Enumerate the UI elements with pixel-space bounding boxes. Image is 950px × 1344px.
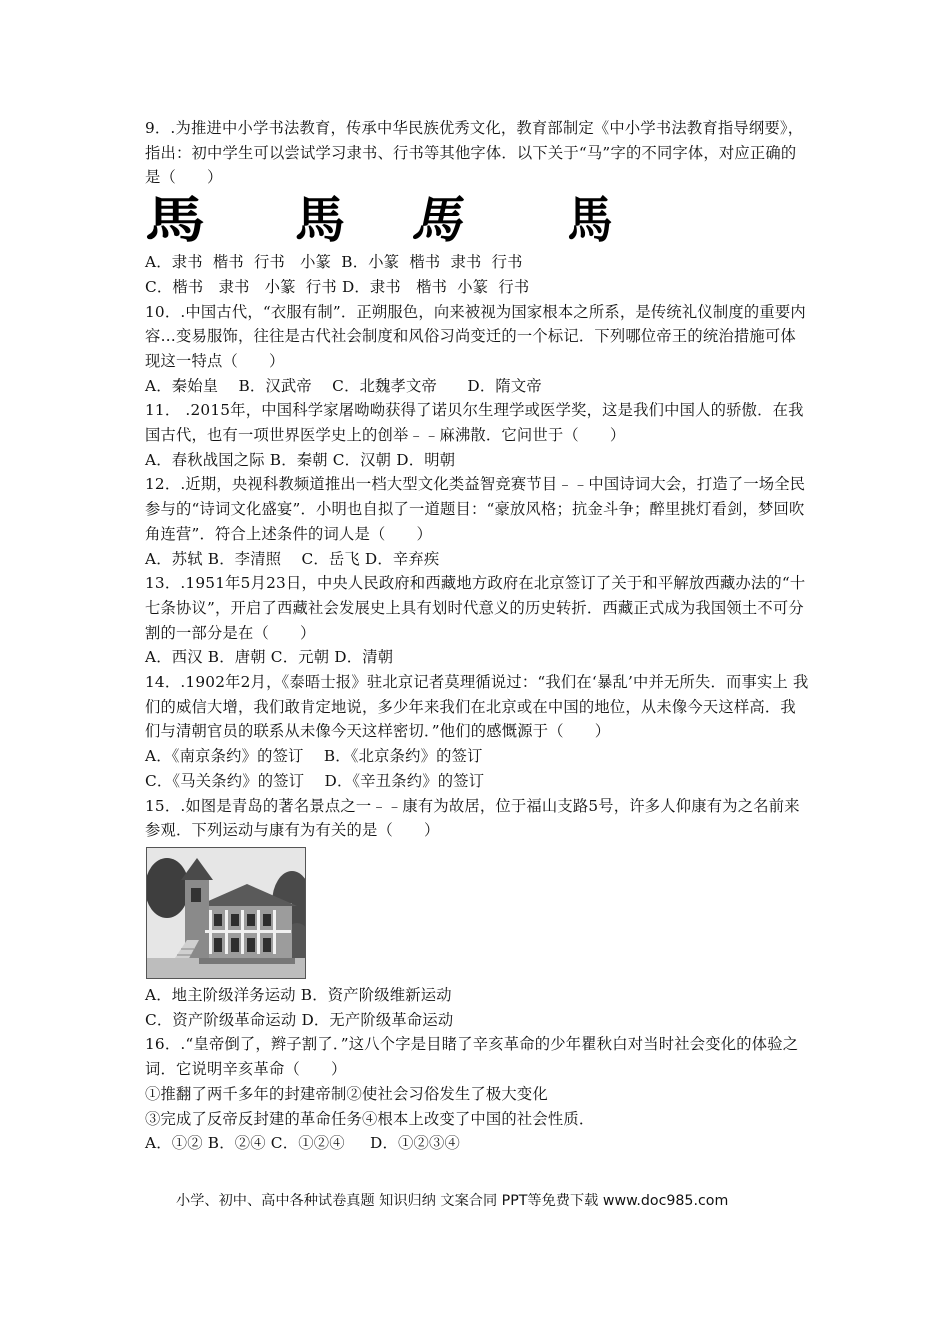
question-11-stem: 11． .2015年，中国科学家屠呦呦获得了诺贝尔生理学或医学奖，这是我们中国人的骄傲．在我国古代，也有一项世界医学史上的创举﹣﹣麻沸散．它问世于（ ） xyxy=(145,401,804,445)
ma-glyph-3: 馬 xyxy=(408,190,472,250)
ma-glyph-4: 馬 xyxy=(567,191,613,250)
question-16-statements-12: ①推翻了两千多年的封建帝制②使社会习俗发生了极大变化 xyxy=(145,1084,548,1103)
question-9-options-ab: A．隶书 楷书 行书 小篆 B．小篆 楷书 隶书 行书 xyxy=(145,253,523,272)
question-11-options: A．春秋战国之际 B．秦朝 C．汉朝 D．明朝 xyxy=(145,450,456,469)
question-12-options: A．苏轼 B．李清照 C．岳飞 D．辛弃疾 xyxy=(145,549,440,568)
question-13-options: A．西汉 B．唐朝 C．元朝 D．清朝 xyxy=(145,648,394,667)
ma-glyph-2: 馬 xyxy=(295,190,346,250)
question-10-options: A．秦始皇 B．汉武帝 C．北魏孝文帝 D．隋文帝 xyxy=(145,376,542,395)
question-16-statements-34: ③完成了反帝反封建的革命任务④根本上改变了中国的社会性质． xyxy=(145,1109,595,1128)
question-15-options-ab: A．地主阶级洋务运动 B．资产阶级维新运动 xyxy=(145,985,452,1004)
question-9-options-cd: C．楷书 隶书 小篆 行书 D．隶书 楷书 小篆 行书 xyxy=(145,277,530,296)
question-12-stem: 12．.近期，央视科教频道推出一档大型文化类益智竞赛节目﹣﹣中国诗词大会，打造了一场全民参与的“诗词文化盛宴”．小明也自拟了一道题目：“豪放风格；抗金斗争；醉里挑灯看剑，梦回吹角连营”．符合上述条件的词人是（ ） xyxy=(145,475,806,543)
question-9-stem: 9．.为推进中小学书法教育，传承中华民族优秀文化，教育部制定《中小学书法教育指导纲要》，指出：初中学生可以尝试学习隶书、行书等其他字体．以下关于“马”字的不同字体，对应正确的是（ ） xyxy=(145,119,804,187)
residence-photo-image xyxy=(146,847,306,979)
question-list xyxy=(145,116,810,1156)
question-14-stem: 14．.1902年2月，《泰晤士报》驻北京记者莫理循说过：“我们在‘暴乱’中并无所失．而事实上 我们的威信大增，我们敢肯定地说，多少年来我们在北京或在中国的地位，从未像今天这样高．我们与清朝官员的联系从未像今天这样密切．”他们的感慨源于（ ） xyxy=(145,673,809,741)
question-14-options-ab: A．《南京条约》的签订 B．《北京条约》的签订 xyxy=(145,747,483,766)
ma-glyph-1: 馬 xyxy=(145,190,206,250)
question-14-options-cd: C．《马关条约》的签订 D．《辛丑条约》的签订 xyxy=(145,771,485,790)
question-15-options-cd: C．资产阶级革命运动 D．无产阶级革命运动 xyxy=(145,1010,454,1029)
kang-youwei-residence-photo xyxy=(146,847,306,979)
question-16-stem: 16．.“皇帝倒了，辫子割了．”这八个字是目睹了辛亥革命的少年瞿秋白对当时社会变化的体验之 词．它说明辛亥革命（ ） xyxy=(145,1035,804,1079)
footer-download-notice: 小学、初中、高中各种试卷真题 知识归纳 文案合同 PPT等免费下载 www.doc985.com xyxy=(176,1193,729,1209)
ma-calligraphy-row xyxy=(145,192,810,250)
question-10-stem: 10．.中国古代，“衣服有制”．正朔服色，向来被视为国家根本之所系，是传统礼仪制度的重要内容…变易服饰，往往是古代社会制度和风俗习尚变迁的一个标记．下列哪位帝王的统治措施可体现这一特点（ ） xyxy=(145,302,806,370)
question-16-options: A．①② B．②④ C．①②④ D．①②③④ xyxy=(145,1134,460,1153)
question-15-stem: 15．.如图是青岛的著名景点之一﹣﹣康有为故居，位于福山支路5号，许多人仰康有为之名前来参观．下列运动与康有为有关的是（ ） xyxy=(145,796,800,840)
question-13-stem: 13．.1951年5月23日，中央人民政府和西藏地方政府在北京签订了关于和平解放西藏办法的“十七条协议”，开启了西藏社会发展史上具有划时代意义的历史转折．西藏正式成为我国领土不可分割的一部分是在（ ） xyxy=(145,574,806,642)
